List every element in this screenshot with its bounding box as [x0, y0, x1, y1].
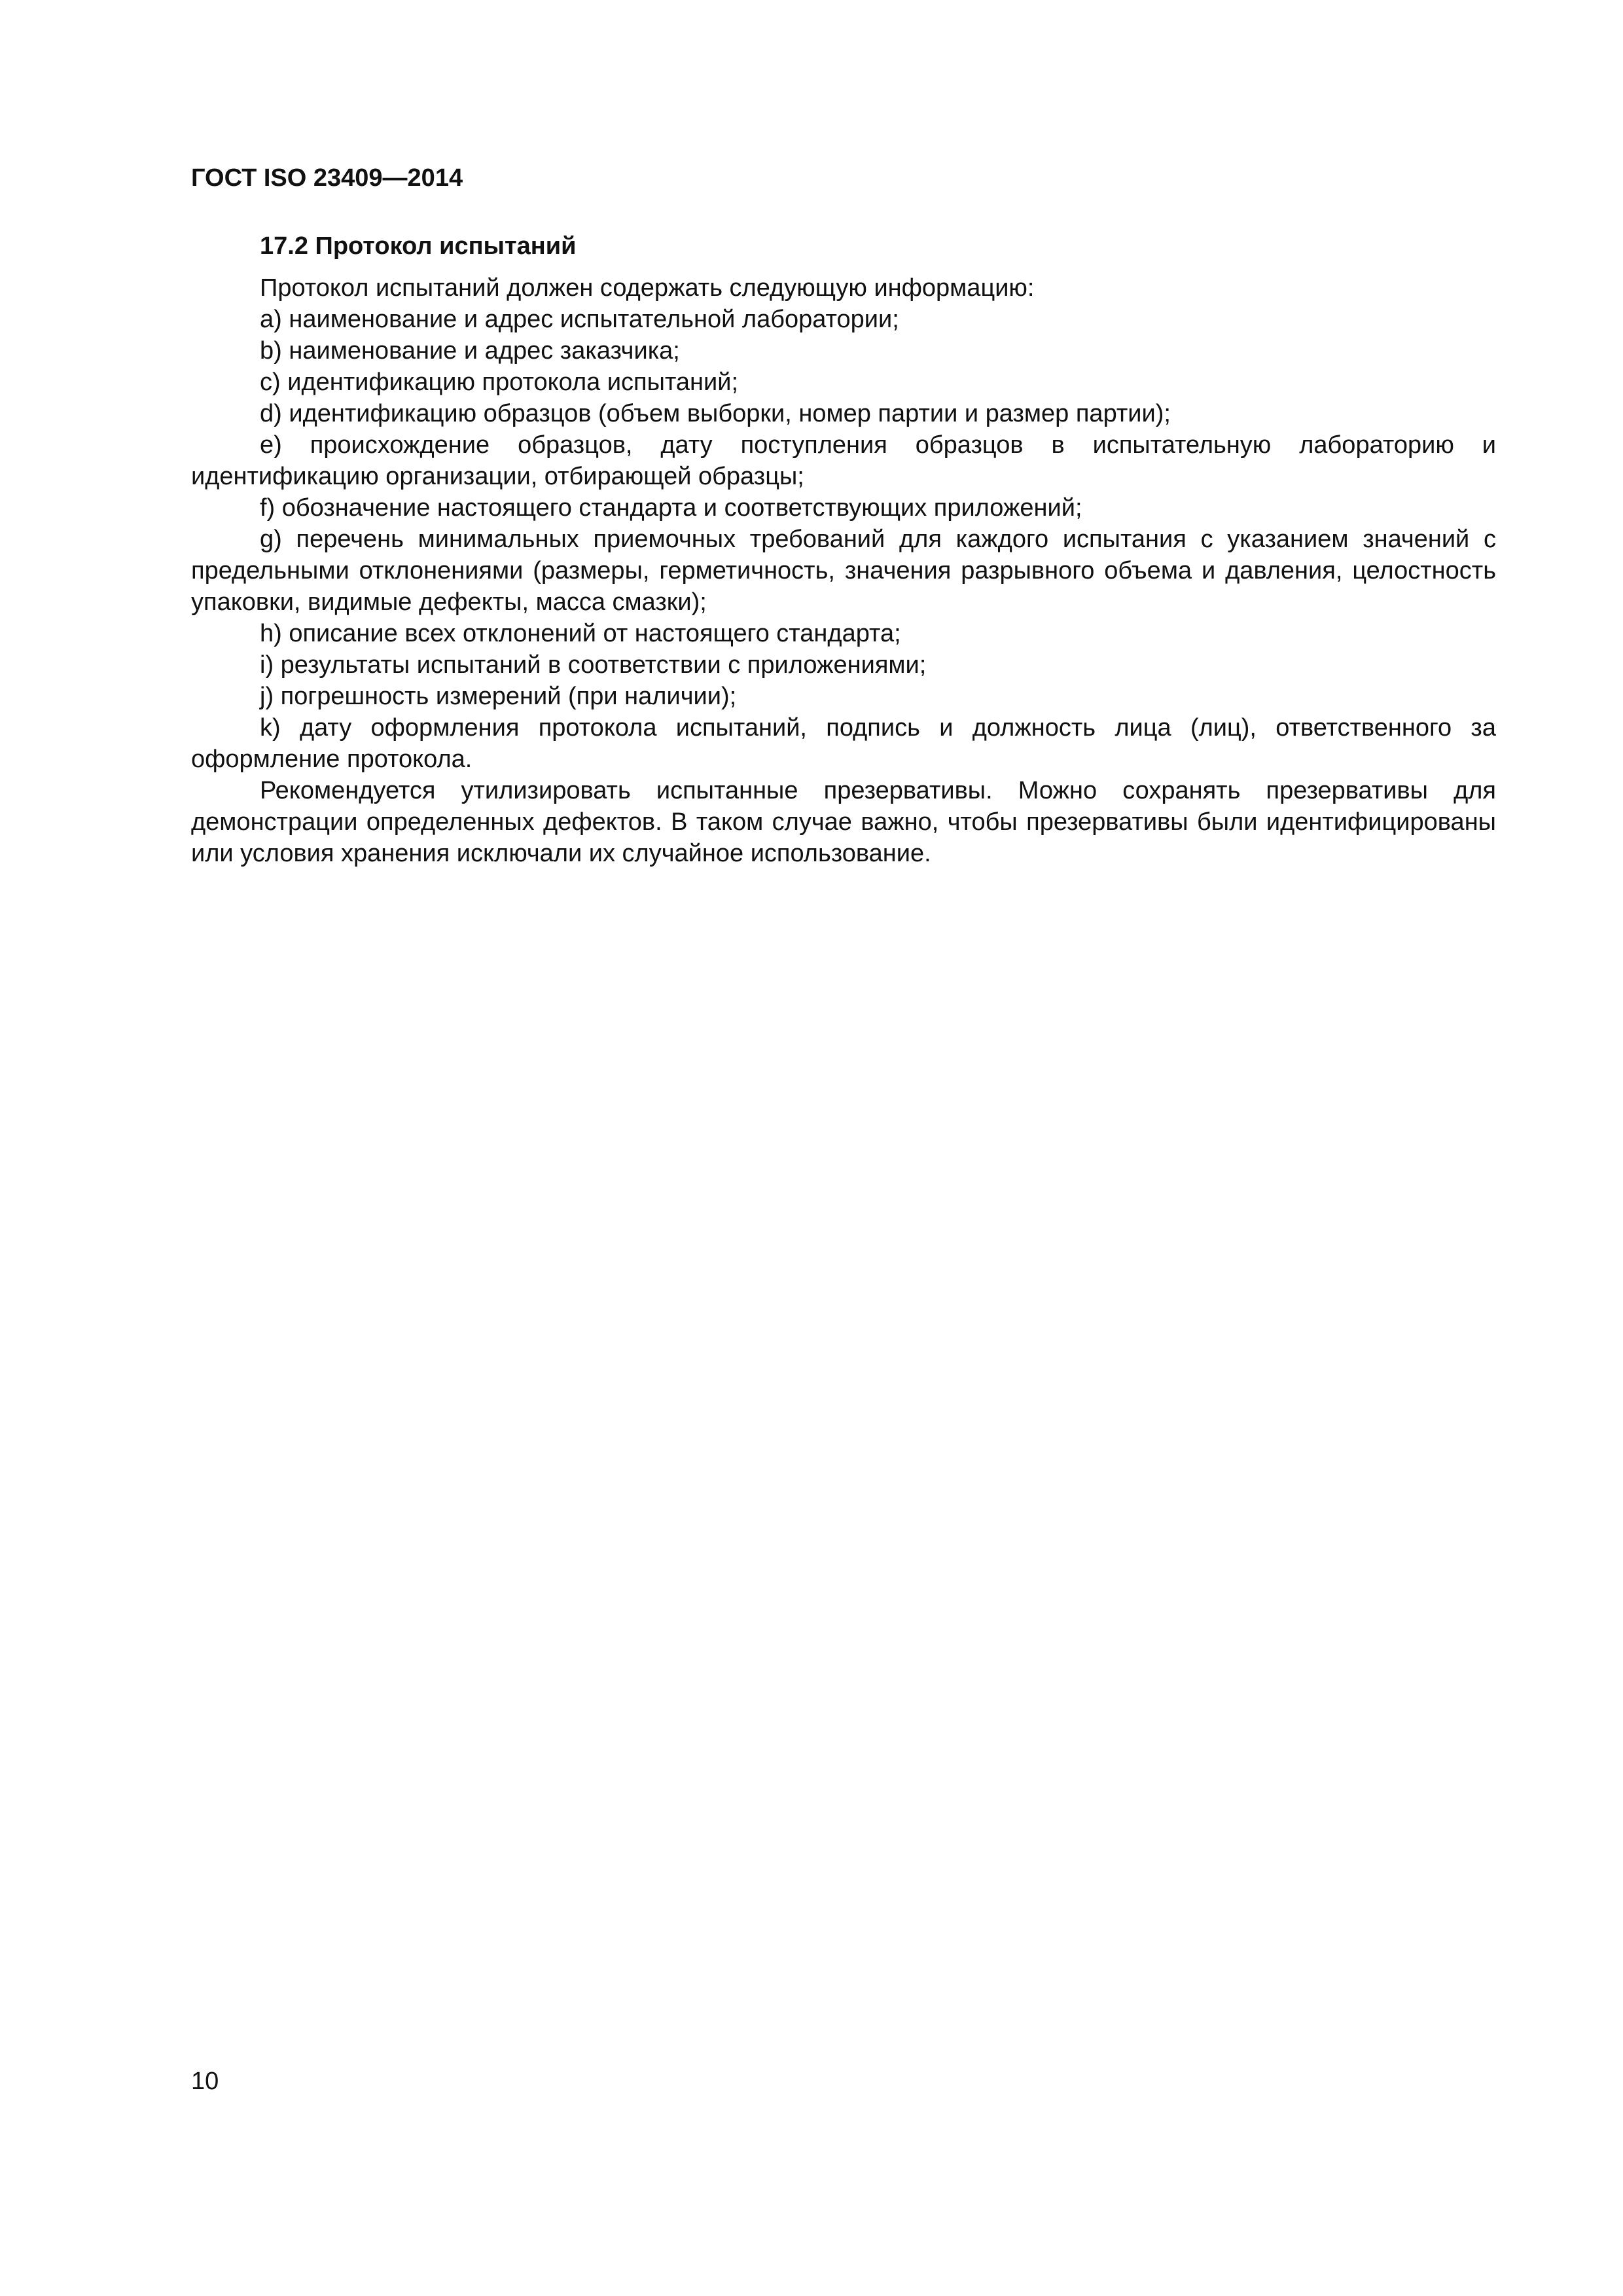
- list-item-k: k) дату оформления протокола испытаний, подпись и должность лица (лиц), ответственного за оформление протокола.: [191, 714, 1496, 773]
- list-item-f: f) обозначение настоящего стандарта и соответствующих приложений;: [260, 494, 1082, 522]
- list-item-d: d) идентификацию образцов (объем выборки, номер партии и размер партии);: [260, 400, 1171, 427]
- list-item-j: j) погрешность измерений (при наличии);: [260, 683, 737, 710]
- page-number: 10: [191, 2068, 219, 2095]
- list-item-b: b) наименование и адрес заказчика;: [260, 337, 680, 365]
- list-item-i: i) результаты испытаний в соответствии с приложениями;: [260, 651, 927, 679]
- section-intro: Протокол испытаний должен содержать следующую информацию:: [260, 274, 1035, 302]
- section-heading: 17.2 Протокол испытаний: [260, 232, 577, 260]
- list-item-e: e) происхождение образцов, дату поступления образцов в испытательную лабораторию и идентификацию организации, отбирающей образцы;: [191, 431, 1496, 490]
- list-item-g: g) перечень минимальных приемочных требований для каждого испытания с указанием значений с предельными отклонениями (размеры, герметичность, значения разрывного объема и давления, целостность упаковки, видимые дефекты, масса смазки);: [191, 526, 1496, 616]
- list-item-h: h) описание всех отклонений от настоящего стандарта;: [260, 620, 901, 647]
- recommendation-paragraph: Рекомендуется утилизировать испытанные презервативы. Можно сохранять презервативы для демонстрации определенных дефектов. В таком случае важно, чтобы презервативы были идентифицированы или условия хранения исключали их случайное использование.: [191, 777, 1496, 867]
- document-header: ГОСТ ISO 23409—2014: [191, 164, 463, 192]
- list-item-a: a) наименование и адрес испытательной лаборатории;: [260, 306, 899, 333]
- section-body: [191, 230, 1496, 869]
- list-item-c: c) идентификацию протокола испытаний;: [260, 368, 739, 396]
